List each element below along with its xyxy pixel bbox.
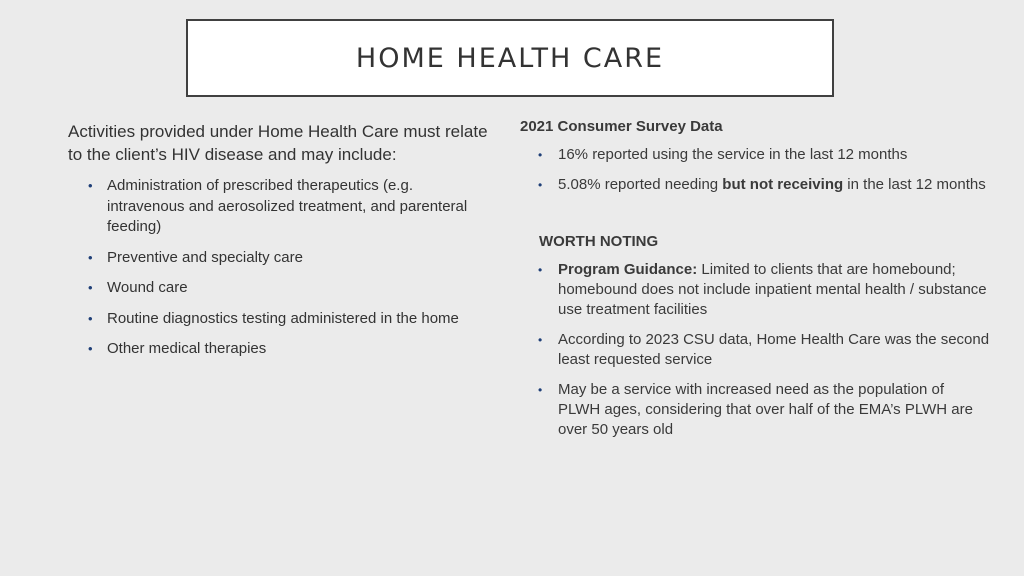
list-item <box>520 330 990 370</box>
emphasis-text: but not receiving <box>722 176 844 193</box>
bullet-icon: • <box>538 333 543 347</box>
list-item <box>520 260 990 320</box>
bullet-icon: • <box>538 263 543 277</box>
list-item-text: Administration of prescribed therapeutics (e.g. intravenous and aerosolized treatment, and parenteral feeding) <box>107 177 468 235</box>
left-column <box>68 120 488 370</box>
list-item <box>88 248 488 269</box>
list-item <box>520 175 990 195</box>
list-item <box>88 176 488 238</box>
list-item-text: Preventive and specialty care <box>107 248 303 266</box>
bullet-icon: • <box>88 280 93 295</box>
list-item-text: Other medical therapies <box>107 340 267 357</box>
list-item-text: Limited to clients that are homebound; homebound does not include inpatient mental health / substance use treatment facilities <box>558 261 987 318</box>
bullet-icon: • <box>538 383 543 397</box>
list-item <box>88 309 488 330</box>
list-item <box>88 278 488 299</box>
list-item-text: Wound care <box>107 279 188 296</box>
title-box <box>186 19 834 97</box>
activities-list <box>68 176 488 360</box>
list-item-text: 16% reported using the service in the last 12 months <box>558 146 908 163</box>
slide-title: HOME HEALTH CARE <box>355 42 665 74</box>
list-item <box>88 339 488 360</box>
bullet-icon: • <box>538 178 543 192</box>
intro-text: Activities provided under Home Health Care must relate to the client’s HIV disease and may include: <box>68 122 488 164</box>
list-item-text: Routine diagnostics testing administered in the home <box>107 309 459 327</box>
list-item-text: in the last 12 months <box>843 176 986 193</box>
bullet-icon: • <box>88 310 93 326</box>
bullet-icon: • <box>88 249 93 265</box>
worth-noting-heading: WORTH NOTING <box>539 233 659 250</box>
emphasis-text: Program Guidance: <box>558 261 698 278</box>
survey-list <box>520 145 990 195</box>
list-item-text: May be a service with increased need as the population of PLWH ages, considering that over half of the EMA’s PLWH are over 50 years old <box>558 381 973 438</box>
list-item-text: 5.08% reported needing <box>558 176 723 193</box>
list-item <box>520 145 990 165</box>
bullet-icon: • <box>88 341 93 356</box>
bullet-icon: • <box>538 148 543 162</box>
worth-noting-list <box>520 260 990 440</box>
list-item-text: According to 2023 CSU data, Home Health Care was the second least requested service <box>558 331 990 368</box>
survey-heading: 2021 Consumer Survey Data <box>520 118 723 135</box>
right-column <box>520 118 990 450</box>
bullet-icon: • <box>88 178 93 193</box>
list-item <box>520 380 990 440</box>
